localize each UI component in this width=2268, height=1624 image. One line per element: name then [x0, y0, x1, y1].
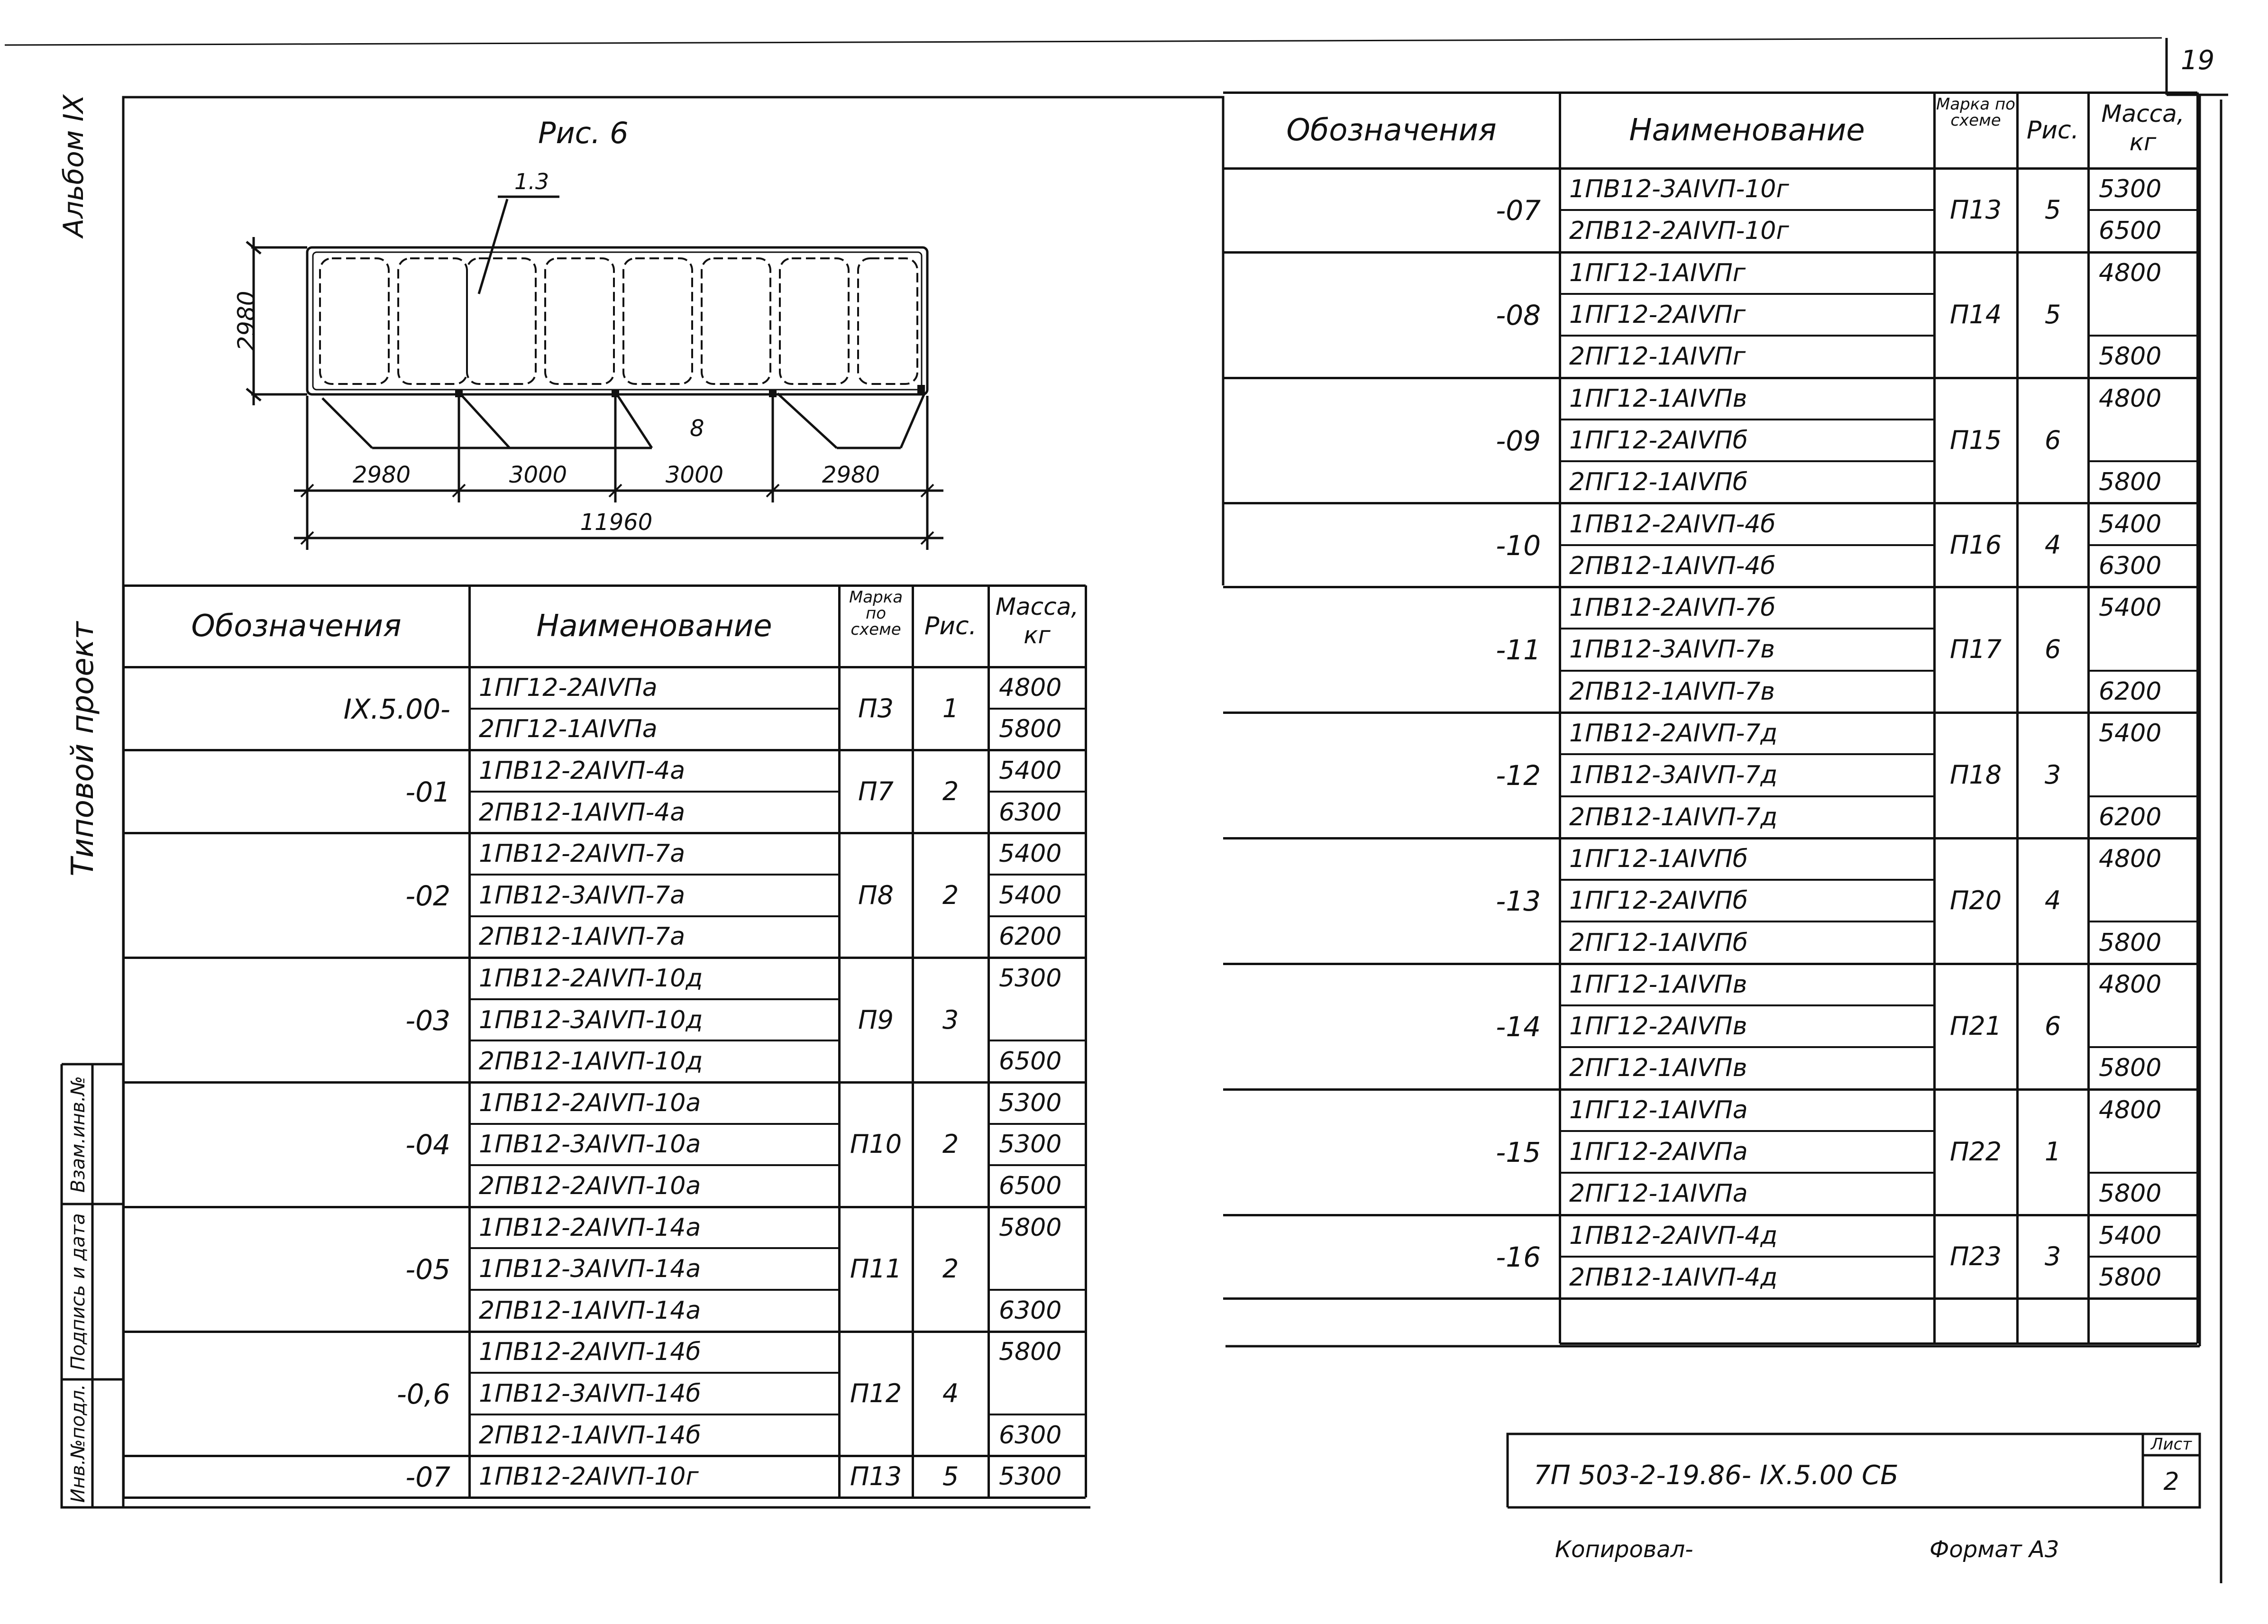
- item-mass: 5400: [2099, 593, 2162, 622]
- item-mass: 4800: [2099, 384, 2162, 413]
- table-hline: [1223, 91, 2197, 94]
- table-hline: [1560, 879, 1934, 881]
- item-mass: 6300: [999, 1421, 1062, 1450]
- item-name: 2ПВ12-1AIVП-14а: [479, 1296, 701, 1325]
- table-hline: [2088, 209, 2197, 211]
- table-hline: [2088, 795, 2197, 797]
- table-hline: [988, 791, 1086, 793]
- item-name: 1ПВ12-3AIVП-7а: [479, 881, 686, 910]
- dim-span-2: 3000: [509, 462, 567, 488]
- table-hline: [123, 1081, 1086, 1084]
- stamp-label: Инв.№подл.: [67, 1384, 89, 1503]
- designation: -05: [405, 1253, 450, 1286]
- fig-value: 2: [942, 880, 959, 910]
- item-name: 2ПВ12-1AIVП-14б: [479, 1421, 701, 1450]
- table-hline: [1560, 921, 1934, 922]
- item-name: 2ПГ12-1AIVПб: [1569, 928, 1748, 957]
- designation: IX.5.00-: [343, 693, 450, 725]
- table-hline: [123, 749, 1086, 751]
- item-mass: 5400: [999, 757, 1062, 785]
- fig-value: 5: [2044, 300, 2061, 330]
- item-name: 1ПВ12-3AIVП-10а: [479, 1130, 701, 1159]
- header-name: Наименование: [536, 609, 772, 644]
- mark-value: П21: [1949, 1011, 2002, 1041]
- item-name: 1ПГ12-1AIVПа: [1569, 1095, 1748, 1124]
- table-hline: [1223, 712, 2197, 714]
- item-name: 2ПВ12-1AIVП-7а: [479, 922, 686, 951]
- mark-value: П13: [850, 1461, 902, 1492]
- item-name: 1ПВ12-2AIVП-10д: [479, 964, 703, 993]
- mark-value: П22: [1949, 1137, 2002, 1167]
- table-hline: [2088, 335, 2197, 337]
- item-mass: 6300: [999, 798, 1062, 827]
- item-name: 2ПГ12-1AIVПг: [1569, 342, 1746, 371]
- item-mass: 4800: [2099, 1095, 2162, 1124]
- item-mass: 5800: [999, 1338, 1062, 1367]
- table-hline: [1223, 1214, 2197, 1216]
- designation: -09: [1496, 424, 1541, 457]
- item-mass: 5300: [999, 1462, 1062, 1491]
- mark-value: П14: [1949, 300, 2002, 330]
- table-hline: [1223, 502, 2197, 504]
- table-vline: [1559, 92, 1561, 1343]
- item-mass: 5400: [2099, 510, 2162, 538]
- fig-value: 1: [942, 693, 959, 723]
- table-hline: [123, 957, 1086, 959]
- item-name: 2ПВ12-1AIVП-10д: [479, 1047, 703, 1076]
- designation: -02: [405, 879, 450, 912]
- item-name: 1ПГ12-1AIVПв: [1569, 384, 1747, 413]
- item-mass: 5800: [999, 715, 1062, 744]
- item-name: 1ПВ12-2AIVП-7а: [479, 839, 686, 868]
- item-name: 1ПВ12-2AIVП-4д: [1569, 1221, 1778, 1250]
- table-hline: [1560, 1004, 1934, 1006]
- title-block-code: 7П 503-2-19.86- IX.5.00 СБ: [1534, 1460, 1899, 1491]
- item-name: 2ПВ12-2AIVП-10а: [479, 1172, 701, 1200]
- table-hline: [469, 1247, 839, 1249]
- fig-value: 3: [2044, 1241, 2061, 1271]
- mark-value: П23: [1949, 1241, 2002, 1271]
- figure-title: Рис. 6: [538, 116, 629, 150]
- designation: -10: [1496, 529, 1541, 562]
- mark-value: П17: [1949, 634, 2002, 665]
- mark-value: П3: [858, 693, 894, 723]
- table-hline: [1560, 753, 1934, 755]
- table-hline: [123, 1496, 1086, 1499]
- table-hline: [988, 1414, 1086, 1415]
- beam-figure: [247, 197, 943, 550]
- item-name: 2ПГ12-1AIVПв: [1569, 1054, 1747, 1083]
- table-hline: [988, 915, 1086, 917]
- table-hline: [1560, 1130, 1934, 1132]
- item-mass: 5300: [2099, 175, 2162, 204]
- header-designation: Обозначения: [1286, 113, 1497, 148]
- table-hline: [1560, 1172, 1934, 1174]
- item-name: 1ПВ12-2AIVП-7д: [1569, 719, 1778, 748]
- sheet-format: Формат А3: [1930, 1536, 2059, 1563]
- item-name: 2ПВ12-2AIVП-10г: [1569, 217, 1789, 246]
- table-hline: [988, 1164, 1086, 1166]
- table-hline: [988, 708, 1086, 710]
- designation: -03: [405, 1004, 450, 1037]
- sheet-label: Лист: [2150, 1435, 2192, 1454]
- item-name: 1ПГ12-2AIVПа: [479, 673, 658, 702]
- table-hline: [123, 1206, 1086, 1208]
- dim-span-3: 3000: [665, 462, 724, 488]
- item-name: 2ПГ12-1AIVПа: [479, 715, 658, 744]
- fig-value: 1: [2044, 1137, 2061, 1167]
- table-hline: [988, 1040, 1086, 1041]
- header-designation: Обозначения: [191, 609, 402, 644]
- item-name: 1ПВ12-2AIVП-10г: [479, 1462, 699, 1491]
- item-name: 2ПВ12-1AIVП-7д: [1569, 803, 1778, 831]
- item-mass: 5800: [2099, 928, 2162, 957]
- header-fig: Рис.: [2026, 116, 2079, 145]
- table-hline: [1560, 795, 1934, 797]
- item-mass: 5400: [2099, 719, 2162, 748]
- item-name: 1ПГ12-2AIVПа: [1569, 1138, 1748, 1167]
- designation: -08: [1496, 299, 1541, 332]
- fig-value: 5: [2044, 195, 2061, 225]
- item-name: 1ПВ12-2AIVП-7б: [1569, 593, 1776, 622]
- callout-8: 8: [690, 415, 704, 442]
- item-mass: 6200: [2099, 677, 2162, 706]
- stamp-label: Взам.инв.№: [67, 1076, 89, 1193]
- item-name: 1ПГ12-1AIVПб: [1569, 844, 1748, 873]
- fig-value: 6: [2044, 425, 2061, 455]
- item-name: 1ПВ12-2AIVП-4а: [479, 757, 686, 785]
- item-mass: 6200: [999, 922, 1062, 951]
- table-hline: [1560, 293, 1934, 295]
- table-hline: [469, 915, 839, 917]
- page-number: 19: [2181, 45, 2215, 76]
- project-label: Типовой проект: [65, 621, 101, 876]
- table-hline: [469, 708, 839, 710]
- table-vline: [2196, 92, 2199, 1343]
- item-mass: 4800: [2099, 844, 2162, 873]
- item-mass: 5800: [2099, 1054, 2162, 1083]
- table-hline: [1560, 1256, 1934, 1258]
- table-hline: [1223, 167, 2197, 170]
- header-fig: Рис.: [924, 612, 977, 640]
- fig-value: 6: [2044, 634, 2061, 665]
- item-mass: 5300: [999, 964, 1062, 993]
- table-hline: [1560, 628, 1934, 630]
- designation: -04: [405, 1129, 450, 1161]
- mark-value: П15: [1949, 425, 2002, 455]
- item-mass: 5800: [999, 1213, 1062, 1242]
- mark-value: П16: [1949, 529, 2002, 560]
- item-name: 1ПВ12-3AIVП-14а: [479, 1255, 701, 1284]
- fig-value: 6: [2044, 1011, 2061, 1041]
- table-hline: [469, 1164, 839, 1166]
- item-mass: 5800: [2099, 468, 2162, 497]
- table-hline: [123, 832, 1086, 834]
- mark-value: П12: [850, 1378, 902, 1408]
- table-hline: [1223, 586, 2197, 588]
- item-name: 2ПВ12-1AIVП-4д: [1569, 1263, 1778, 1292]
- item-name: 2ПВ12-1AIVП-4а: [479, 798, 686, 827]
- item-name: 1ПВ12-2AIVП-10а: [479, 1088, 701, 1117]
- item-mass: 6300: [2099, 551, 2162, 580]
- designation: -15: [1496, 1136, 1541, 1169]
- item-mass: 5800: [2099, 1263, 2162, 1292]
- table-hline: [1223, 251, 2197, 254]
- header-name: Наименование: [1629, 113, 1865, 148]
- table-hline: [469, 1289, 839, 1291]
- table-hline: [469, 1372, 839, 1374]
- mark-value: П8: [858, 880, 894, 910]
- item-name: 1ПВ12-3AIVП-10г: [1569, 175, 1789, 204]
- fig-value: 2: [942, 1129, 959, 1159]
- item-name: 1ПВ12-3AIVП-10д: [479, 1005, 703, 1034]
- table-hline: [1560, 335, 1934, 337]
- designation: -16: [1496, 1241, 1541, 1273]
- item-mass: 6500: [999, 1172, 1062, 1200]
- dim-total: 11960: [580, 509, 653, 536]
- sheet-number: 2: [2163, 1468, 2179, 1496]
- table-hline: [469, 998, 839, 1000]
- fig-value: 3: [942, 1004, 959, 1035]
- dim-span-1: 2980: [352, 462, 411, 488]
- mark-value: П20: [1949, 885, 2002, 916]
- header-mark: Марка по схеме: [849, 588, 903, 639]
- table-hline: [123, 666, 1086, 668]
- designation: -0,6: [396, 1378, 450, 1410]
- item-name: 1ПГ12-1AIVПг: [1569, 258, 1746, 287]
- item-mass: 5800: [2099, 342, 2162, 371]
- item-mass: 5400: [999, 839, 1062, 868]
- table-hline: [2088, 921, 2197, 922]
- table-hline: [1560, 544, 1934, 546]
- table-hline: [2088, 460, 2197, 462]
- table-hline: [1223, 837, 2197, 839]
- fig-value: 2: [942, 1254, 959, 1284]
- item-mass: 5800: [2099, 1179, 2162, 1208]
- dim-span-4: 2980: [822, 462, 880, 488]
- table-hline: [469, 1123, 839, 1125]
- item-name: 1ПВ12-3AIVП-7в: [1569, 635, 1775, 664]
- item-mass: 5300: [999, 1130, 1062, 1159]
- table-hline: [123, 1455, 1086, 1457]
- table-hline: [123, 1331, 1086, 1333]
- item-name: 2ПВ12-1AIVП-7в: [1569, 677, 1775, 706]
- item-mass: 5400: [999, 881, 1062, 910]
- table-hline: [469, 791, 839, 793]
- table-hline: [469, 1040, 839, 1041]
- item-mass: 6500: [999, 1047, 1062, 1076]
- item-name: 1ПГ12-2AIVПв: [1569, 1012, 1747, 1041]
- mark-value: П11: [850, 1254, 902, 1284]
- item-name: 1ПГ12-1AIVПв: [1569, 970, 1747, 999]
- header-mark: Марка по схеме: [1936, 95, 2015, 130]
- fig-value: 4: [942, 1378, 959, 1408]
- item-name: 2ПГ12-1AIVПб: [1569, 468, 1748, 497]
- table-hline: [1560, 419, 1934, 420]
- table-vline: [912, 585, 914, 1497]
- mark-value: П13: [1949, 195, 2002, 225]
- dim-height: 2980: [233, 291, 260, 351]
- table-hline: [123, 584, 1086, 587]
- table-hline: [1560, 670, 1934, 672]
- table-hline: [2088, 670, 2197, 672]
- table-hline: [469, 1414, 839, 1415]
- table-hline: [1560, 209, 1934, 211]
- table-hline: [988, 1123, 1086, 1125]
- table-hline: [2088, 1046, 2197, 1048]
- mark-value: П10: [850, 1129, 902, 1159]
- item-mass: 6500: [2099, 217, 2162, 246]
- fig-value: 3: [2044, 760, 2061, 790]
- table-hline: [1223, 377, 2197, 379]
- table-hline: [988, 874, 1086, 876]
- item-name: 1ПВ12-3AIVП-14б: [479, 1379, 701, 1408]
- item-mass: 6200: [2099, 803, 2162, 831]
- item-mass: 4800: [2099, 258, 2162, 287]
- mark-value: П7: [858, 776, 894, 806]
- designation: -01: [405, 776, 450, 808]
- copied-by: Копировал-: [1555, 1536, 1693, 1563]
- item-mass: 6300: [999, 1296, 1062, 1325]
- item-name: 1ПВ12-2AIVП-4б: [1569, 510, 1776, 538]
- table-hline: [469, 874, 839, 876]
- table-hline: [2088, 1256, 2197, 1258]
- header-mass: Масса, кг: [995, 593, 1079, 649]
- item-name: 1ПГ12-2AIVПб: [1569, 886, 1748, 915]
- table-hline: [1560, 460, 1934, 462]
- header-mass: Масса, кг: [2101, 100, 2185, 156]
- table-hline: [1223, 1088, 2197, 1091]
- fig-value: 4: [2044, 529, 2061, 560]
- fig-value: 2: [942, 776, 959, 806]
- item-name: 1ПГ12-2AIVПб: [1569, 426, 1748, 455]
- designation: -13: [1496, 885, 1541, 918]
- table-hline: [1223, 963, 2197, 965]
- item-mass: 4800: [999, 673, 1062, 702]
- item-name: 1ПГ12-2AIVПг: [1569, 301, 1746, 329]
- fig-value: 4: [2044, 885, 2061, 916]
- item-mass: 5400: [2099, 1221, 2162, 1250]
- callout-1-3: 1.3: [514, 169, 549, 194]
- stamp-label: Подпись и дата: [67, 1213, 89, 1370]
- table-hline: [988, 1289, 1086, 1291]
- designation: -11: [1496, 634, 1541, 666]
- item-name: 1ПВ12-2AIVП-14б: [479, 1338, 701, 1367]
- item-mass: 4800: [2099, 970, 2162, 999]
- table-hline: [1560, 1342, 2197, 1345]
- item-name: 1ПВ12-3AIVП-7д: [1569, 761, 1778, 790]
- album-label: Альбом IX: [57, 94, 90, 237]
- designation: -12: [1496, 759, 1541, 792]
- designation: -07: [405, 1461, 450, 1494]
- table-hline: [1560, 1046, 1934, 1048]
- item-name: 1ПВ12-2AIVП-14а: [479, 1213, 701, 1242]
- table-hline: [1223, 1297, 2197, 1300]
- designation: -07: [1496, 194, 1541, 227]
- item-mass: 5300: [999, 1088, 1062, 1117]
- table-hline: [2088, 1172, 2197, 1174]
- designation: -14: [1496, 1011, 1541, 1043]
- table-hline: [2088, 544, 2197, 546]
- item-name: 2ПГ12-1AIVПа: [1569, 1179, 1748, 1208]
- mark-value: П9: [858, 1004, 894, 1035]
- fig-value: 5: [942, 1461, 959, 1492]
- item-name: 2ПВ12-1AIVП-4б: [1569, 551, 1776, 580]
- mark-value: П18: [1949, 760, 2002, 790]
